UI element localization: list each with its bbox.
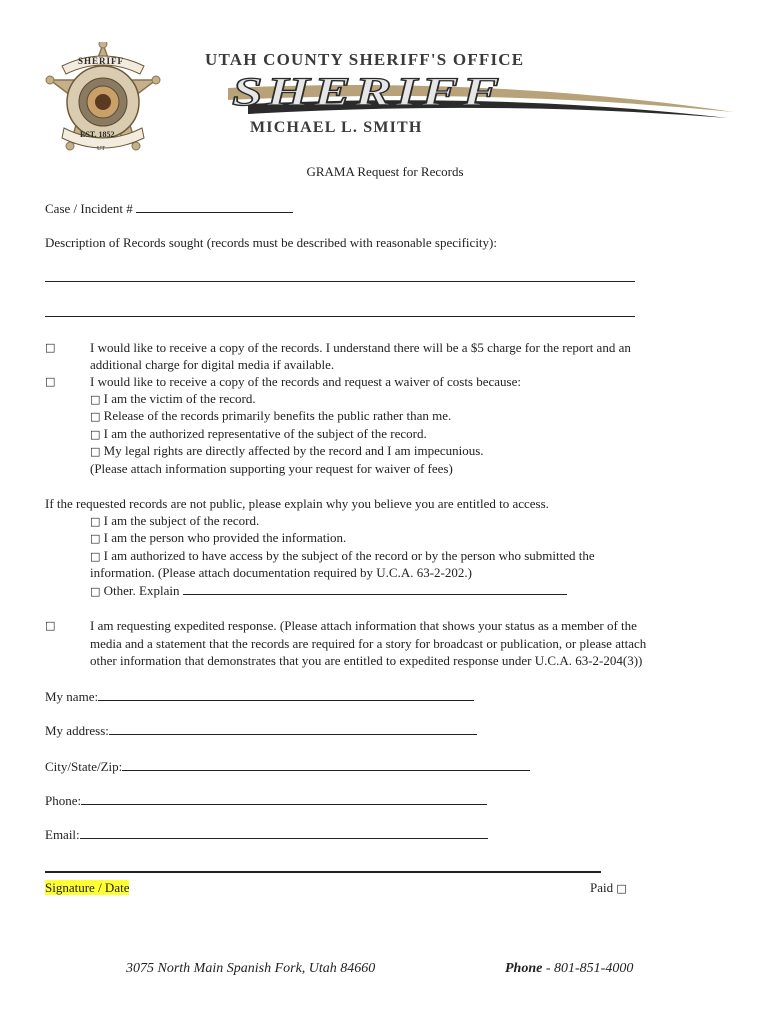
signature-date-label: Signature / Date [45, 880, 130, 895]
access-reason-item[interactable] [90, 547, 595, 565]
waiver-reason-item[interactable] [90, 407, 451, 425]
access-reason-checkbox[interactable]: □ [90, 515, 101, 528]
name-field[interactable] [45, 687, 474, 705]
paid-label: Paid [590, 880, 614, 895]
address-line[interactable] [109, 721, 477, 735]
waiver-reason-checkbox[interactable]: □ [90, 393, 101, 406]
waiver-reason-label: My legal rights are directly affected by the record and I am impecunious. [103, 443, 484, 458]
sheriff-wordmark: SHERIFF [232, 69, 504, 114]
not-public-intro: If the requested records are not public, please explain why you believe you are entitled to access. [45, 496, 549, 511]
city-state-zip-field[interactable] [45, 757, 530, 775]
other-explain-field[interactable] [90, 581, 567, 600]
access-reason-label: I am the subject of the record. [103, 513, 260, 528]
access-reason-item[interactable] [90, 529, 346, 547]
expedited-checkbox[interactable]: □ [45, 619, 56, 632]
name-line[interactable] [98, 687, 474, 701]
waiver-reason-checkbox[interactable]: □ [90, 410, 101, 423]
signature-line[interactable] [45, 871, 601, 873]
page-title: GRAMA Request for Records [306, 164, 464, 179]
address-field[interactable] [45, 721, 477, 739]
city-state-zip-label: City/State/Zip: [45, 759, 123, 774]
badge-bottom-text: UT [97, 146, 105, 152]
city-state-zip-line[interactable] [122, 757, 530, 771]
waiver-reason-item[interactable] [90, 390, 256, 408]
case-incident-field[interactable] [45, 199, 293, 217]
footer-phone-label: Phone [505, 961, 543, 976]
email-line[interactable] [80, 825, 488, 839]
expedited-text-line1: I am requesting expedited response. (Please attach information that shows your status as a member of the [90, 618, 637, 633]
access-reason-label: I am the person who provided the information. [103, 530, 347, 545]
sheriff-name: MICHAEL L. SMITH [250, 119, 423, 136]
case-incident-label: Case / Incident # [45, 201, 133, 216]
description-line-1[interactable] [45, 281, 635, 282]
email-label: Email: [45, 827, 80, 842]
other-label: Other. Explain [103, 583, 180, 598]
waiver-note: (Please attach information supporting your request for waiver of fees) [90, 461, 453, 476]
name-label: My name: [45, 689, 99, 704]
option2-checkbox[interactable]: □ [45, 375, 56, 388]
waiver-reason-label: I am the authorized representative of the subject of the record. [103, 426, 427, 441]
footer-address: 3075 North Main Spanish Fork, Utah 84660 [126, 961, 376, 976]
option1-text-line1: I would like to receive a copy of the records. I understand there will be a $5 charge for the report and an [90, 340, 631, 355]
option2-text: I would like to receive a copy of the records and request a waiver of costs because: [90, 374, 521, 389]
waiver-reason-item[interactable] [90, 442, 484, 460]
footer-phone-value: - 801-851-4000 [545, 961, 634, 976]
description-line-2[interactable] [45, 316, 635, 317]
paid-field[interactable] [590, 879, 627, 897]
badge-top-text: SHERIFF [78, 56, 125, 66]
office-title: UTAH COUNTY SHERIFF'S OFFICE [205, 50, 525, 69]
waiver-reason-item[interactable] [90, 425, 427, 443]
expedited-text-line3: other information that demonstrates that you are entitled to expedited response under U.C.A. 63-2-204(3)) [90, 653, 643, 668]
badge-est-text: EST. 1852 [80, 130, 115, 139]
other-checkbox[interactable]: □ [90, 585, 101, 598]
access-reason-continued: information. (Please attach documentation required by U.C.A. 63-2-202.) [90, 565, 472, 580]
phone-line[interactable] [81, 791, 487, 805]
other-explain-line[interactable] [183, 581, 567, 595]
option1-text-line2: additional charge for digital media if available. [90, 357, 335, 372]
waiver-reason-checkbox[interactable]: □ [90, 428, 101, 441]
access-reason-checkbox[interactable]: □ [90, 532, 101, 545]
option1-checkbox[interactable]: □ [45, 341, 56, 354]
description-label: Description of Records sought (records must be described with reasonable specificity): [45, 235, 497, 250]
paid-checkbox[interactable]: □ [616, 882, 627, 895]
phone-label: Phone: [45, 793, 82, 808]
waiver-reason-label: I am the victim of the record. [103, 391, 256, 406]
waiver-reason-checkbox[interactable]: □ [90, 445, 101, 458]
phone-field[interactable] [45, 791, 487, 809]
sheriff-badge-logo [44, 42, 162, 160]
access-reason-item[interactable] [90, 512, 259, 530]
address-label: My address: [45, 723, 109, 738]
footer-phone [505, 961, 633, 977]
waiver-reason-label: Release of the records primarily benefits the public rather than me. [103, 408, 452, 423]
access-reason-checkbox[interactable]: □ [90, 550, 101, 563]
case-incident-line[interactable] [136, 199, 293, 213]
email-field[interactable] [45, 825, 488, 843]
access-reason-label: I am authorized to have access by the subject of the record or by the person who submitted the [103, 548, 595, 563]
expedited-text-line2: media and a statement that the records are required for a story for broadcast or publication, or please attach [90, 636, 647, 651]
